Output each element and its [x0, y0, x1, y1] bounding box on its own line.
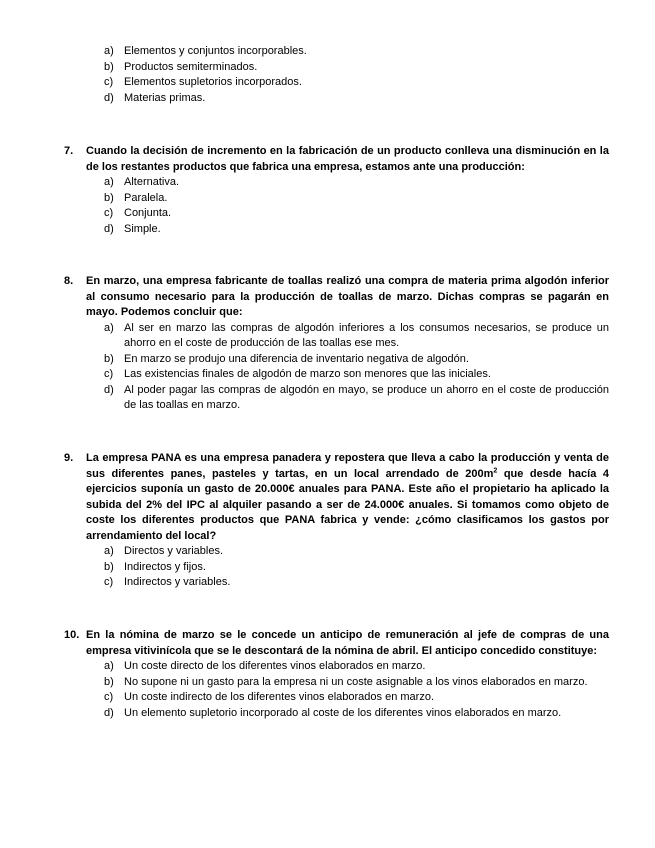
question-text: Cuando la decisión de incremento en la fabricación de un producto conlleva una disminución en la de los restantes productos que fabrica una empresa, estamos ante una producción: [86, 145, 609, 173]
question-number: 8. [64, 275, 74, 287]
option-text: En marzo se produjo una diferencia de inventario negativa de algodón. [124, 352, 469, 365]
option-text: Un elemento supletorio incorporado al coste de los diferentes vinos elaborados en marzo. [124, 706, 562, 719]
option-b [0, 191, 655, 207]
options-list [0, 544, 655, 591]
question-stem [0, 451, 655, 544]
option-c [0, 206, 655, 222]
option-letter: b) [104, 191, 114, 204]
option-d [0, 383, 655, 414]
option-text: Conjunta. [124, 207, 172, 219]
option-text: Indirectos y fijos. [124, 560, 206, 573]
option-letter: b) [104, 60, 114, 73]
question-9 [0, 451, 655, 591]
option-letter: a) [104, 545, 114, 557]
option-a [0, 175, 655, 191]
option-d [0, 91, 655, 107]
question-number: 10. [64, 629, 80, 641]
options-list [0, 175, 655, 237]
question-stem [0, 628, 655, 659]
option-c [0, 575, 655, 591]
option-text: Un coste indirecto de los diferentes vinos elaborados en marzo. [124, 691, 435, 703]
option-b [0, 60, 655, 76]
option-letter: d) [104, 706, 114, 719]
question-10 [0, 628, 655, 721]
option-text: Alternativa. [124, 176, 180, 188]
option-letter: a) [104, 321, 114, 334]
option-letter: c) [104, 368, 114, 380]
question-stem [0, 274, 655, 321]
option-letter: d) [104, 222, 114, 235]
option-a [0, 44, 655, 60]
option-b [0, 352, 655, 368]
option-letter: d) [104, 383, 114, 396]
option-a [0, 321, 655, 352]
option-letter: b) [104, 560, 114, 573]
question-number: 7. [64, 145, 74, 157]
option-c [0, 690, 655, 706]
option-text: Simple. [124, 222, 161, 235]
options-list [0, 321, 655, 414]
question-text: En marzo, una empresa fabricante de toallas realizó una compra de materia prima algodón inferior al consumo necesario para la producción de toallas de marzo. Dichas compras se pagarán en mayo. Podemos concluir que: [86, 275, 609, 318]
option-c [0, 367, 655, 383]
option-text: Indirectos y variables. [124, 576, 231, 588]
option-letter: b) [104, 352, 114, 365]
option-letter: d) [104, 91, 114, 104]
option-text: Paralela. [124, 191, 168, 204]
question-8 [0, 274, 655, 414]
option-d [0, 222, 655, 238]
question-text-part: que desde hacía 4 ejercicios suponía un gasto de 20.000€ anuales para PANA. Este año el propietario ha aplicado la subida del 2% del IPC al alquiler pasando a ser de 24.000€ anuales. Si tomamos como objeto de coste los diferentes productos que PANA fabrica y vende: ¿cómo clasificamos los gastos por arrendamiento del local? [86, 467, 609, 542]
option-text: Al poder pagar las compras de algodón en mayo, se produce un ahorro en el coste de producción de las toallas en marzo. [124, 383, 609, 411]
question-6-continuation [0, 44, 655, 106]
option-b [0, 560, 655, 576]
option-a [0, 659, 655, 675]
option-d [0, 706, 655, 722]
option-letter: c) [104, 576, 114, 588]
superscript: 2 [493, 466, 498, 474]
question-text [86, 452, 609, 542]
option-text: Elementos y conjuntos incorporables. [124, 45, 307, 57]
option-text: Elementos supletorios incorporados. [124, 76, 302, 88]
option-letter: a) [104, 45, 114, 57]
question-text: En la nómina de marzo se le concede un anticipo de remuneración al jefe de compras de una empresa vitivinícola que se le descontará de la nómina de abril. El anticipo concedido constituye: [86, 629, 609, 657]
question-number: 9. [64, 452, 74, 464]
option-text: No supone ni un gasto para la empresa ni un coste asignable a los vinos elaborados en marzo. [124, 675, 588, 688]
options-list [0, 44, 655, 106]
option-text: Directos y variables. [124, 545, 224, 557]
question-7 [0, 144, 655, 237]
option-text: Productos semiterminados. [124, 60, 258, 73]
question-stem [0, 144, 655, 175]
option-a [0, 544, 655, 560]
options-list [0, 659, 655, 721]
option-letter: a) [104, 660, 114, 672]
option-letter: c) [104, 207, 114, 219]
option-letter: c) [104, 691, 114, 703]
option-text: Al ser en marzo las compras de algodón inferiores a los consumos necesarios, se produce un ahorro en el coste de producción de las toallas ese mes. [124, 321, 609, 349]
question-text-part: La empresa PANA es una empresa panadera y repostera que lleva a cabo la producción y venta de sus diferentes panes, pasteles y tartas, en un local arrendado de 200m [86, 452, 609, 480]
option-c [0, 75, 655, 91]
option-letter: c) [104, 76, 114, 88]
option-letter: b) [104, 675, 114, 688]
option-b [0, 675, 655, 691]
option-letter: a) [104, 176, 114, 188]
option-text: Las existencias finales de algodón de marzo son menores que las iniciales. [124, 368, 491, 380]
option-text: Un coste directo de los diferentes vinos elaborados en marzo. [124, 660, 426, 672]
option-text: Materias primas. [124, 91, 206, 104]
